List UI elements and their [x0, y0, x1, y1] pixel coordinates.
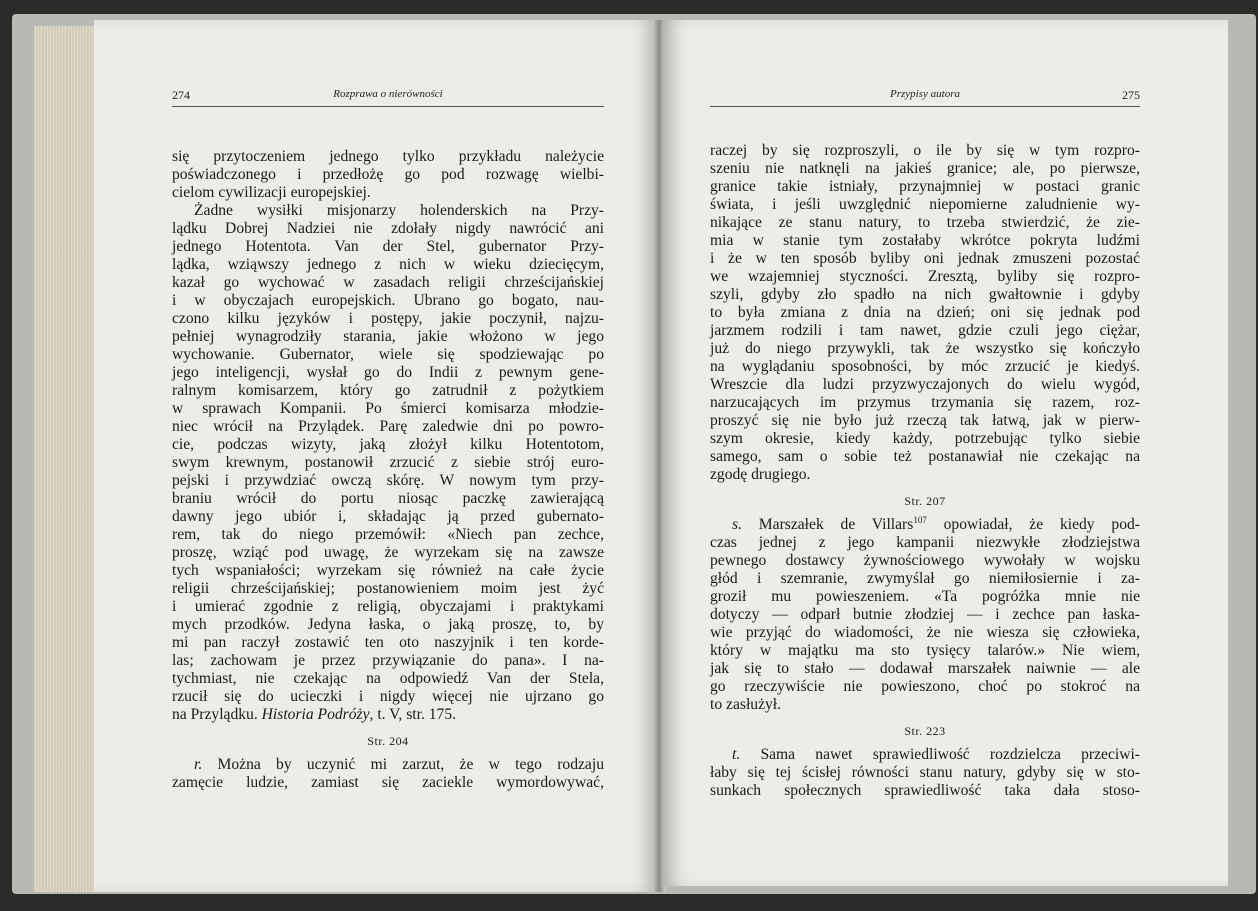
text-line: rem, tak do niego przemówił: «Niech pan zechce,	[172, 526, 604, 543]
text-line: czono kilku języków i postępy, jakie poczynił, najzu-	[172, 310, 604, 327]
right-page-number: 275	[1122, 88, 1140, 102]
text-line: las; zachowam je przez przywiązanie do pana». I na-	[172, 652, 604, 669]
text-line: pełniej wynagrodziły starania, jakie włożono w jego	[172, 328, 604, 345]
left-header-rule	[172, 106, 604, 107]
text-line: samego, sam o sobie też postanawiał nie czekając na	[710, 448, 1140, 465]
text-line: nikające ze stanu natury, to trzeba stwierdzić, że zie-	[710, 214, 1140, 231]
right-header-rule	[710, 106, 1140, 107]
text-line: poświadczonego i przedłożę go pod rozwagę wielbi-	[172, 166, 604, 183]
left-running-title: Rozprawa o nierówności	[333, 88, 443, 100]
text-line: jarzmem rodzili i tam nawet, gdzie czuli jego ciężar,	[710, 322, 1140, 339]
text-line: pejski i przywdziać owczą skórę. W nowym tym przy-	[172, 472, 604, 489]
text-line: wychowanie. Gubernator, wiele się spodziewając po	[172, 346, 604, 363]
text-line: szyli, gdyby zło spadło na nich gwałtownie i gdyby	[710, 286, 1140, 303]
text-line: jak się to stało — dodawał marszałek naiwnie — ale	[710, 660, 1140, 677]
right-running-title: Przypisy autora	[890, 88, 960, 100]
right-section2-lines	[710, 746, 1140, 800]
text-line: jego inteligencji, wysłał go do Indii z pewnym gene-	[172, 364, 604, 381]
text-line: cie, podczas wizyty, jaką złożył kilku Hotentotom,	[172, 436, 604, 453]
left-page-header	[172, 88, 604, 104]
section1-first: Marszałek de Villars	[758, 516, 914, 533]
text-line: to była zmiana z dnia na dzień; oni się jednak pod	[710, 304, 1140, 321]
text-line: granice takie istniały, przynajmniej w postaci granic	[710, 178, 1140, 195]
text-line: Żadne wysiłki misjonarzy holenderskich na Przy-	[194, 202, 604, 219]
text-line: pewnego dostawcy żywnościowego wywołały w wojsku	[710, 552, 1140, 569]
text-line: dotyczy — odparł butnie złodziej — i zechce pan łaska-	[710, 606, 1140, 623]
text-line: groził mu powieszeniem. «Ta pogróżka mnie nie	[710, 588, 1140, 605]
text-line: cielom cywilizacji europejskiej.	[172, 184, 371, 201]
text-line: r. Można by uczynić mi zarzut, że w tego rodzaju	[194, 756, 604, 773]
text-line: mi pan raczył zostawić ten oto naszyjnik i ten korde-	[172, 634, 604, 651]
text-line: łaby się tej ścisłej równości stanu natury, gdyby się w sto-	[710, 764, 1140, 781]
right-page-body	[710, 142, 1140, 800]
text-line: mych przodków. Jedyna łaska, o jaką proszę, to, by	[172, 616, 604, 633]
page-edges	[34, 26, 96, 892]
text-line: sunkach społecznych sprawiedliwość taka dała stoso-	[710, 782, 1140, 799]
text-line: zgodę drugiego.	[710, 466, 811, 483]
right-page	[662, 20, 1228, 886]
section-letter: r.	[194, 756, 218, 773]
text-line: tychmiast, nie czekając na odpowiedź Van der Stela,	[172, 670, 604, 687]
text-line: jednego Hotentota. Van der Stel, gubernator Przy-	[172, 238, 604, 255]
text-line: czas jednej z jego kampanii niezwykłe złodziejstwa	[710, 534, 1140, 551]
text-line: narzucających im przymus trzymania się razem, roz-	[710, 394, 1140, 411]
left-section-lines	[172, 756, 604, 792]
left-page	[94, 20, 658, 892]
left-page-number: 274	[172, 88, 190, 102]
left-text-lines	[172, 148, 604, 706]
text-line: który w majątku ma sto tysięcy talarów.» Nie wiem,	[710, 642, 1140, 659]
text-line: swym krewnym, postanowił zrzucić z siebie strój euro-	[172, 454, 604, 471]
text-line: szeniu nie natknęli na jakieś granice; ale, po pierwsze,	[710, 160, 1140, 177]
text-line: to zasłużył.	[710, 696, 782, 713]
left-page-body	[172, 148, 604, 792]
footnote-marker: 107	[913, 514, 927, 525]
section1-first-rest: opowiadał, że kiedy pod-	[926, 516, 1140, 533]
text-line: raczej by się rozproszyli, o ile by się w tym rozpro-	[710, 142, 1140, 159]
text-line: t. Sama nawet sprawiedliwość rozdzielcza przeciwi-	[732, 746, 1140, 763]
citation-title: Historia Podróży	[261, 706, 370, 723]
text-line: mia w stanie tym zostałaby wkrótce pokryta ludźmi	[710, 232, 1140, 249]
right-section1-heading: Str. 207	[904, 494, 946, 508]
section1-letter: s.	[732, 516, 742, 533]
text-line: w sprawach Kompanii. Po śmierci komisarza młodzie-	[172, 400, 604, 417]
text-line: rzucił się do ucieczki i nigdy więcej nie ujrzano go	[172, 688, 604, 705]
text-line: i w obyczajach europejskich. Ubrano go bogato, nau-	[172, 292, 604, 309]
text-line: i umierać zgodnie z religią, obyczajami i praktykami	[172, 598, 604, 615]
text-line: ralnym komisarzem, który go zatrudnił z pożytkiem	[172, 382, 604, 399]
text-line: religii chrześcijańskiej; postanowieniem moim jest żyć	[172, 580, 604, 597]
right-section1-first-line	[710, 516, 1140, 534]
text-line: szym okresie, kiedy każdy, potrzebując tylko siebie	[710, 430, 1140, 447]
text-line: się przytoczeniem jednego tylko przykładu należycie	[172, 148, 604, 165]
text-line: we wzajemniej styczności. Zresztą, byliby się rozpro-	[710, 268, 1140, 285]
text-line: lądka, wziąwszy jednego z nich w wieku dziecięcym,	[172, 256, 604, 273]
text-line: niec wrócił na Przylądek. Parę zaledwie dni po powro-	[172, 418, 604, 435]
right-text-lines	[710, 142, 1140, 484]
right-section1-lines	[710, 534, 1140, 714]
left-citation-line	[172, 706, 604, 724]
right-page-header	[710, 88, 1140, 104]
left-section-heading: Str. 204	[367, 734, 409, 748]
text-line: świata, i jeśli uwzględnić niepomierne zaludnienie wy-	[710, 196, 1140, 213]
text-line: i że w ten sposób byliby oni jednak zmuszeni pozostać	[710, 250, 1140, 267]
text-line: kazał go wychować w zasadach religii chrześcijańskiej	[172, 274, 604, 291]
text-line: proszę, wziąć pod uwagę, że wyrzekam się na zawsze	[172, 544, 604, 561]
text-line: go rzeczywiście nie powieszono, choć po stokroć na	[710, 678, 1140, 695]
text-line: wie przyjąć do wiadomości, że nie wiesza się człowieka,	[710, 624, 1140, 641]
text-line: proszyć się nie było już rzeczą tak łatwą, jak w pierw-	[710, 412, 1140, 429]
text-line: dawny jego ubiór i, składając ją przed gubernato-	[172, 508, 604, 525]
text-line: już do niego przywykli, tak że wszystko się kończyło	[710, 340, 1140, 357]
text-line: tych wspaniałości; wyrzekam się również na całe życie	[172, 562, 604, 579]
section-letter: t.	[732, 746, 761, 763]
text-line: lądku Dobrej Nadziei nie zdołały nigdy nawrócić ani	[172, 220, 604, 237]
citation-prefix: na Przylądku.	[172, 706, 262, 723]
text-line: zamęcie ludzie, zamiast się zaciekle wymordowywać,	[172, 774, 604, 791]
citation-suffix: , t. V, str. 175.	[369, 706, 457, 723]
right-section2-heading: Str. 223	[904, 724, 946, 738]
text-line: na wyglądaniu sposobności, by móc zrzucić je kiedyś.	[710, 358, 1140, 375]
text-line: głód i szemranie, zwymyślał go niemiłosiernie i za-	[710, 570, 1140, 587]
text-line: braniu wrócił do portu niosąc paczkę zawierającą	[172, 490, 604, 507]
text-line: Wreszcie dla ludzi przyzwyczajonych do wielu wygód,	[710, 376, 1140, 393]
